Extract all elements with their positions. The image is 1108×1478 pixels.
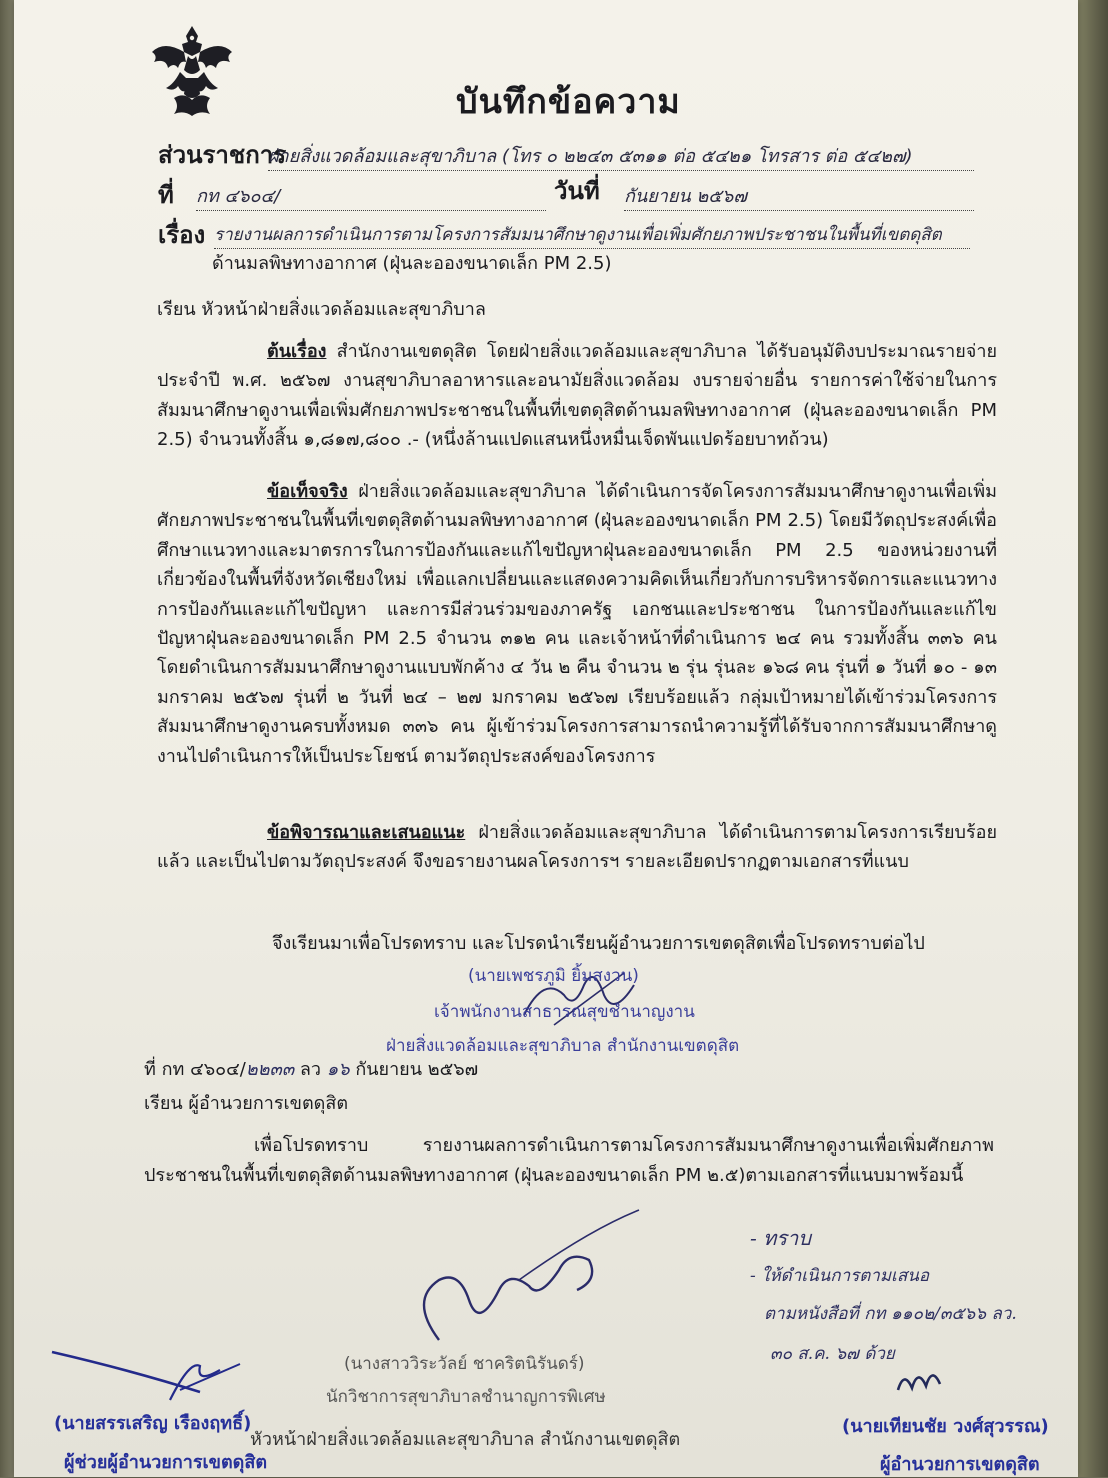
signer-4-position: ผู้อำนวยการเขตดุสิต bbox=[880, 1454, 1040, 1475]
ref-label: ที่ bbox=[158, 181, 174, 209]
paragraph-text: ฝ่ายสิ่งแวดล้อมและสุขาภิบาล ได้ดำเนินการตามโครงการเรียบร้อยแล้ว และเป็นไปตามวัตถุประสงค์ จึงขอรายงานผลโครงการฯ รายละเอียดปรากฏตามเอกสารที่แนบ bbox=[157, 822, 997, 873]
signer-1-position: เจ้าพนักงานสาธารณสุขชำนาญงาน bbox=[434, 1002, 695, 1022]
signer-4-name: (นายเทียนชัย วงศ์สุวรรณ) bbox=[842, 1416, 1049, 1437]
signature-3-icon bbox=[50, 1340, 250, 1410]
signature-2-icon bbox=[399, 1220, 659, 1360]
date-label: วันที่ bbox=[554, 177, 600, 205]
signer-1-unit: ฝ่ายสิ่งแวดล้อมและสุขาภิบาล สำนักงานเขตดุสิต bbox=[386, 1036, 740, 1056]
note-line-2: - ให้ดำเนินการตามเสนอ bbox=[750, 1266, 930, 1286]
agency-value: ฝ่ายสิ่งแวดล้อมและสุขาภิบาล (โทร ๐ ๒๒๔๓ ๕๓๑๑ ต่อ ๕๔๒๑ โทรสาร ต่อ ๕๔๒๗) bbox=[268, 141, 974, 171]
signer-3-position: ผู้ช่วยผู้อำนวยการเขตดุสิต bbox=[64, 1452, 268, 1473]
paragraph-heading: ข้อพิจารณาและเสนอแนะ bbox=[267, 822, 466, 843]
paragraph-text: สำนักงานเขตดุสิต โดยฝ่ายสิ่งแวดล้อมและสุขาภิบาล ได้รับอนุมัติงบประมาณรายจ่ายประจำปี พ.ศ. ๒๕๖๗ งานสุขาภิบาลอาหารและอนามัยสิ่งแวดล้อม งบรายจ่ายอื่น รายการค่าใช้จ่ายในการสัมมนาศึกษาดูงานเพื่อเพิ่มศักยภาพประชาชนในพื้นที่เขตดุสิตด้านมลพิษทางอากาศ (ฝุ่นละอองขนาดเล็ก PM 2.5) จำนวนทั้งสิ้น ๑,๘๑๗,๘๐๐ .- (หนึ่งล้านแปดแสนหนึ่งหมื่นเจ็ดพันแปดร้อยบาทถ้วน) bbox=[157, 341, 997, 451]
note-line-3: ตามหนังสือที่ กท ๑๑๐๒/๓๕๖๖ ลว. bbox=[764, 1304, 1017, 1324]
paragraph-recommendation bbox=[157, 818, 997, 877]
forward-ref-mid: ลว bbox=[294, 1059, 327, 1080]
paragraph-heading: ข้อเท็จจริง bbox=[267, 481, 348, 502]
paragraph-background bbox=[157, 337, 997, 455]
salutation: เรียน หัวหน้าฝ่ายสิ่งแวดล้อมและสุขาภิบาล bbox=[157, 299, 486, 320]
memo-paper bbox=[14, 0, 1078, 1477]
subject-line-2: ด้านมลพิษทางอากาศ (ฝุ่นละอองขนาดเล็ก PM 2.5) bbox=[212, 253, 612, 274]
note-line-4: ๓๐ ส.ค. ๖๗ ด้วย bbox=[770, 1344, 895, 1364]
subject-label: เรื่อง bbox=[158, 221, 206, 249]
agency-label: ส่วนราชการ bbox=[158, 141, 287, 169]
forward-ref-prefix: ที่ กท ๔๖๐๔/ bbox=[144, 1059, 246, 1080]
paragraph-facts bbox=[157, 477, 997, 771]
ref-value: กท ๔๖๐๔/ bbox=[196, 181, 546, 211]
garuda-emblem-icon bbox=[144, 22, 240, 120]
forward-ref-day: ๑๖ bbox=[326, 1059, 350, 1080]
forward-salutation: เรียน ผู้อำนวยการเขตดุสิต bbox=[144, 1093, 349, 1114]
closing-line: จึงเรียนมาเพื่อโปรดทราบ และโปรดนำเรียนผู้อำนวยการเขตดุสิตเพื่อโปรดทราบต่อไป bbox=[272, 933, 925, 954]
signer-2-name: (นางสาววิระวัลย์ ชาคริตนิรันดร์) bbox=[344, 1354, 585, 1374]
paragraph-heading: ต้นเรื่อง bbox=[267, 341, 327, 362]
memo-title: บันทึกข้อความ bbox=[456, 82, 681, 122]
signature-4-icon bbox=[894, 1360, 954, 1400]
forward-ref bbox=[144, 1055, 478, 1084]
date-value: กันยายน ๒๕๖๗ bbox=[624, 181, 974, 211]
signer-3-name: (นายสรรเสริญ เรืองฤทธิ์) bbox=[54, 1413, 252, 1434]
note-line-1: - ทราบ bbox=[750, 1226, 811, 1250]
signer-1-name: (นายเพชรภูมิ ยิ้มสงวน) bbox=[468, 966, 639, 986]
forward-ref-number: ๒๒๓๓ bbox=[245, 1059, 295, 1080]
signer-2-unit: หัวหน้าฝ่ายสิ่งแวดล้อมและสุขาภิบาล สำนักงานเขตดุสิต bbox=[250, 1429, 681, 1450]
signer-2-position: นักวิชาการสุขาภิบาลชำนาญการพิเศษ bbox=[326, 1387, 606, 1407]
forward-text: เพื่อโปรดทราบ รายงานผลการดำเนินการตามโครงการสัมมนาศึกษาดูงานเพื่อเพิ่มศักยภาพประชาชนในพื้นที่เขตดุสิตด้านมลพิษทางอากาศ (ฝุ่นละอองขนาดเล็ก PM ๒.๕)ตามเอกสารที่แนบมาพร้อมนี้ bbox=[144, 1135, 994, 1186]
forward-ref-suffix: กันยายน ๒๕๖๗ bbox=[349, 1059, 479, 1080]
subject-line-1: รายงานผลการดำเนินการตามโครงการสัมมนาศึกษาดูงานเพื่อเพิ่มศักยภาพประชาชนในพื้นที่เขตดุสิต bbox=[214, 221, 970, 249]
paragraph-text: ฝ่ายสิ่งแวดล้อมและสุขาภิบาล ได้ดำเนินการจัดโครงการสัมมนาศึกษาดูงานเพื่อเพิ่มศักยภาพประชาชนในพื้นที่เขตดุสิตด้านมลพิษทางอากาศ (ฝุ่นละอองขนาดเล็ก PM 2.5) โดยมีวัตถุประสงค์เพื่อศึกษาแนวทางและมาตรการในการป้องกันและแก้ไขปัญหาฝุ่นละอองขนาดเล็ก PM 2.5 ของหน่วยงานที่เกี่ยวข้องในพื้นที่จังหวัดเชียงใหม่ เพื่อแลกเปลี่ยนและแสดงความคิดเห็นเกี่ยวกับการบริหารจัดการและแนวทางการป้องกันและแก้ไขปัญหา และการมีส่วนร่วมของภาครัฐ เอกชนและประชาชน ในการป้องกันและแก้ไขปัญหาฝุ่นละอองขนาดเล็ก PM 2.5 จำนวน ๓๑๒ คน และเจ้าหน้าที่ดำเนินการ ๒๔ คน รวมทั้งสิ้น ๓๓๖ คน โดยดำเนินการสัมมนาศึกษาดูงานแบบพักค้าง ๔ วัน ๒ คืน จำนวน ๒ รุ่น รุ่นละ ๑๖๘ คน รุ่นที่ ๑ วันที่ ๑๐ - ๑๓ มกราคม ๒๕๖๗ รุ่นที่ ๒ วันที่ ๒๔ – ๒๗ มกราคม ๒๕๖๗ เรียบร้อยแล้ว กลุ่มเป้าหมายได้เข้าร่วมโครงการสัมมนาศึกษาดูงานครบทั้งหมด ๓๓๖ คน ผู้เข้าร่วมโครงการสามารถนำความรู้ที่ได้รับจากการสัมมนาศึกษาดูงานไปดำเนินการให้เป็นประโยชน์ ตามวัตถุประสงค์ของโครงการ bbox=[157, 481, 997, 767]
